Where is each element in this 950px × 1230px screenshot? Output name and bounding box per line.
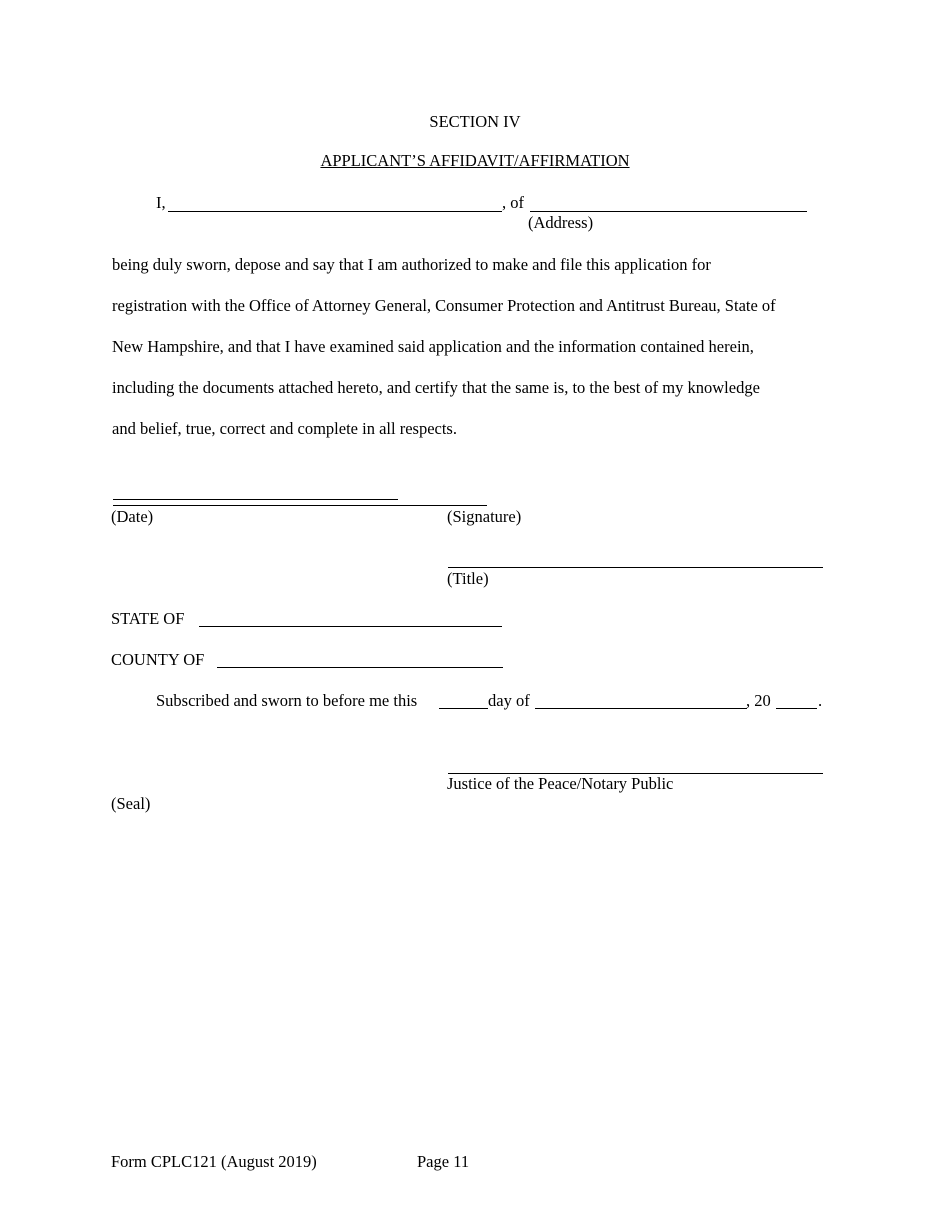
date-label: (Date) [111,507,154,526]
seal-label: (Seal) [111,794,151,813]
intro-prefix: I, [156,193,166,212]
footer-form-id: Form CPLC121 (August 2019) [111,1152,317,1171]
footer-page-number: Page 11 [417,1152,470,1171]
county-field[interactable] [217,667,503,668]
paragraph-line: New Hampshire, and that I have examined said application and the information contained herein, [112,337,754,356]
state-field[interactable] [199,626,502,627]
notary-label: Justice of the Peace/Notary Public [447,774,674,793]
paragraph-line: and belief, true, correct and complete in all respects. [112,419,457,438]
document-title-text: APPLICANT’S AFFIDAVIT/AFFIRMATION [320,151,630,170]
title-field[interactable] [448,567,823,568]
paragraph-line: being duly sworn, depose and say that I am authorized to make and file this application for [112,255,711,274]
title-label: (Title) [447,569,489,588]
jurat-day-field[interactable] [439,708,488,709]
jurat-end: . [818,691,823,710]
jurat-year-field[interactable] [776,708,817,709]
address-field[interactable] [530,211,807,212]
jurat-day-of: day of [488,691,530,710]
applicant-name-field[interactable] [168,211,502,212]
intro-of-text: , of [502,193,524,212]
address-label: (Address) [528,213,594,232]
section-heading: SECTION IV [429,112,521,131]
date-field[interactable] [113,499,398,500]
affidavit-paragraph [112,244,842,449]
county-label: COUNTY OF [111,650,205,669]
jurat-month-field[interactable] [535,708,747,709]
signature-label: (Signature) [447,507,522,526]
paragraph-line: including the documents attached hereto, and certify that the same is, to the best of my knowledge [112,378,760,397]
jurat-prefix: Subscribed and sworn to before me this [156,691,418,710]
document-title [0,153,950,170]
jurat-year-prefix: , 20 [746,691,771,710]
paragraph-line: registration with the Office of Attorney General, Consumer Protection and Antitrust Bureau, State of [112,296,776,315]
signature-rule [113,505,487,506]
state-label: STATE OF [111,609,185,628]
